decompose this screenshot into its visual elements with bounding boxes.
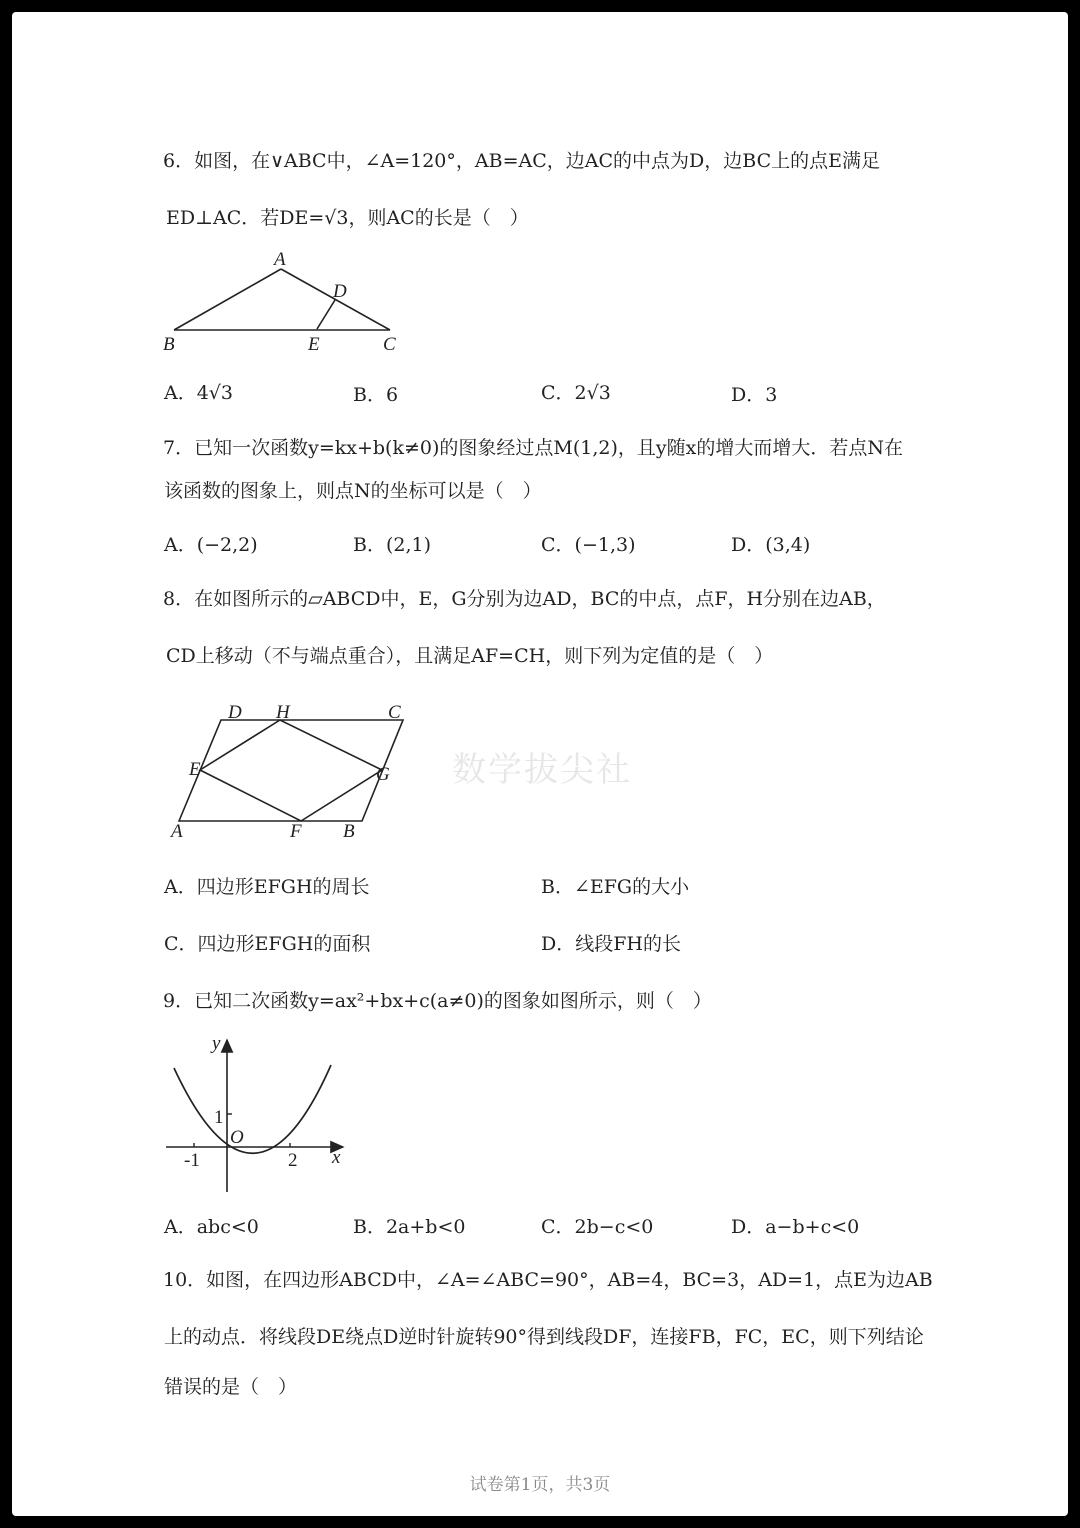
q8-label-d: D — [228, 702, 242, 723]
q7-option-a[interactable]: A．(−2,2) — [164, 534, 258, 556]
q9-label-origin: O — [230, 1127, 244, 1148]
q8-stem-line2: CD上移动（不与端点重合），且满足AF=CH，则下列为定值的是（ ） — [166, 645, 774, 667]
q9-option-a[interactable]: A．abc<0 — [164, 1216, 259, 1238]
q10-stem-line2: 上的动点．将线段DE绕点D逆时针旋转90°得到线段DF，连接FB，FC，EC，则下列结论 — [164, 1326, 924, 1348]
q8-label-g: G — [376, 764, 390, 785]
q6-label-a: A — [274, 249, 286, 270]
q8-stem-line1: 8．在如图所示的▱ABCD中，E，G分别为边AD，BC的中点，点F，H分别在边AB， — [163, 588, 886, 610]
q7-option-b[interactable]: B．(2,1) — [353, 534, 432, 556]
q6-option-b[interactable]: B．6 — [353, 384, 399, 406]
q6-label-d: D — [333, 281, 347, 302]
q10-stem-line3: 错误的是（ ） — [164, 1376, 298, 1398]
q6-stem-line2: ED⊥AC．若DE=√3，则AC的长是（ ） — [166, 207, 529, 229]
q7-stem-line1: 7．已知一次函数y=kx+b(k≠0)的图象经过点M(1,2)，且y随x的增大而增大．若点N在 — [163, 437, 903, 459]
q9-label-neg1: -1 — [184, 1150, 200, 1171]
q6-option-a[interactable]: A．4√3 — [164, 382, 234, 404]
q6-stem-line1: 6．如图，在∨ABC中，∠A=120°，AB=AC，边AC的中点为D，边BC上的点E满足 — [163, 150, 880, 172]
q8-label-e: E — [189, 759, 201, 780]
q7-stem-line2: 该函数的图象上，则点N的坐标可以是（ ） — [164, 480, 542, 502]
q9-parabola-graph — [160, 1030, 360, 1200]
q8-option-a[interactable]: A．四边形EFGH的周长 — [164, 876, 370, 898]
q8-label-a: A — [171, 821, 183, 842]
q8-label-f: F — [290, 821, 302, 842]
q9-label-x: x — [332, 1147, 341, 1168]
q8-option-b[interactable]: B．∠EFG的大小 — [541, 876, 690, 898]
q8-label-c: C — [388, 702, 401, 723]
q6-label-e: E — [308, 334, 320, 355]
q6-option-c[interactable]: C．2√3 — [541, 382, 611, 404]
q9-label-two: 2 — [288, 1150, 298, 1171]
q8-option-c[interactable]: C．四边形EFGH的面积 — [164, 933, 371, 955]
q6-label-b: B — [163, 334, 175, 355]
q9-label-y: y — [212, 1033, 221, 1054]
page-footer: 试卷第1页，共3页 — [469, 1475, 611, 1495]
watermark: 数学拔尖社 — [452, 750, 632, 790]
q9-label-one: 1 — [214, 1107, 224, 1128]
q8-label-b: B — [343, 821, 355, 842]
q6-option-d[interactable]: D．3 — [731, 384, 778, 406]
q7-option-c[interactable]: C．(−1,3) — [541, 534, 636, 556]
q9-stem-line1: 9．已知二次函数y=ax²+bx+c(a≠0)的图象如图所示，则（ ） — [163, 990, 712, 1012]
q6-label-c: C — [383, 334, 396, 355]
q7-option-d[interactable]: D．(3,4) — [731, 534, 811, 556]
q9-option-c[interactable]: C．2b−c<0 — [541, 1216, 654, 1238]
q9-option-b[interactable]: B．2a+b<0 — [353, 1216, 466, 1238]
q8-label-h: H — [276, 702, 290, 723]
q8-option-d[interactable]: D．线段FH的长 — [541, 933, 681, 955]
q9-option-d[interactable]: D．a−b+c<0 — [731, 1216, 860, 1238]
q10-stem-line1: 10．如图，在四边形ABCD中，∠A=∠ABC=90°，AB=4，BC=3，AD=1，点E为边AB — [163, 1269, 933, 1291]
q6-triangle-figure — [150, 245, 420, 360]
q8-parallelogram-figure — [160, 695, 420, 845]
